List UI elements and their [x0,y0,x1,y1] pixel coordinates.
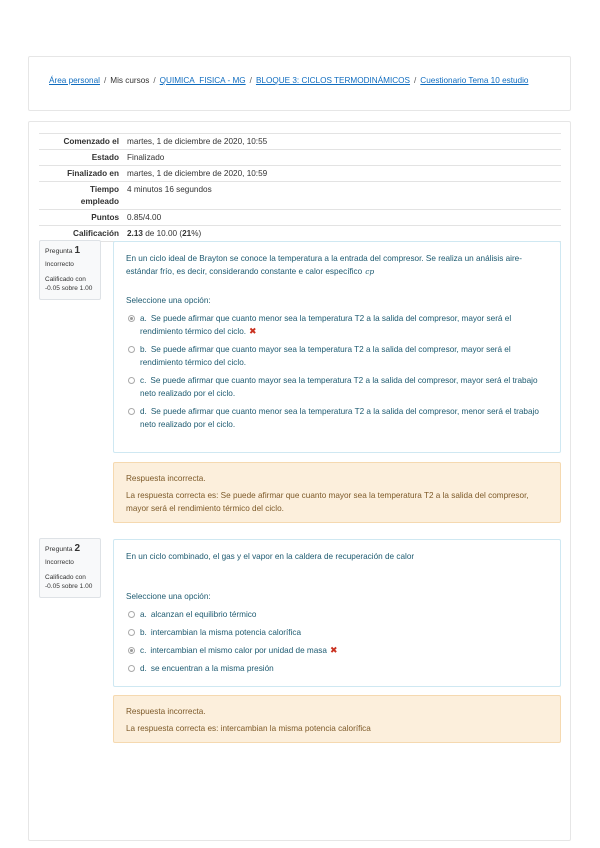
question-number-label: Pregunta [45,248,73,255]
question-2-info [39,538,101,598]
summary-row-started [39,134,561,150]
radio-b[interactable] [128,346,135,353]
option-letter: b. [140,628,147,637]
breadcrumb-separator: / [414,76,417,85]
question-text [126,252,548,278]
quiz-review-card [28,121,571,841]
feedback-text: La respuesta correcta es: Se puede afirmar que cuanto mayor sea la temperatura T2 a la salida del compresor, mayor será el rendimiento térmico del ciclo. [126,491,529,513]
option-text: Se puede afirmar que cuanto mayor sea la temperatura T2 a la salida del compresor, mayor será el trabajo neto realizado por el ciclo. [140,376,538,398]
question-number [45,544,95,554]
option-letter: b. [140,345,147,354]
summary-label: Calificación [39,226,123,242]
question-state: Incorrecto [45,261,74,268]
breadcrumb [49,76,528,85]
summary-value: Finalizado [123,150,561,166]
option-letter: a. [140,610,147,619]
question-number-label: Pregunta [45,546,73,553]
breadcrumb-quiz[interactable]: Cuestionario Tema 10 estudio [420,76,529,85]
answer-prompt: Seleccione una opción: [126,296,211,305]
summary-row-finished [39,166,561,182]
question-grade: Calificado con -0.05 sobre 1.00 [45,574,93,590]
option-a[interactable] [126,608,548,621]
radio-b[interactable] [128,629,135,636]
option-letter: c. [140,376,147,385]
summary-row-state [39,150,561,166]
question-1-info [39,240,101,300]
summary-label: Tiempo empleado [39,182,123,210]
option-text: Se puede afirmar que cuanto menor sea la temperatura T2 a la salida del compresor, menor será el trabajo neto realizado por el ciclo. [140,407,539,429]
option-c[interactable] [126,644,548,657]
summary-label: Comenzado el [39,134,123,150]
question-number-value: 1 [74,245,81,256]
option-letter: a. [140,314,147,323]
radio-c[interactable] [128,647,135,654]
radio-d[interactable] [128,665,135,672]
summary-label: Estado [39,150,123,166]
summary-value: martes, 1 de diciembre de 2020, 10:59 [123,166,561,182]
grade-max: de 10.00 ( [142,229,183,238]
option-text: alcanzan el equilibrio térmico [150,610,257,619]
question-number [45,246,95,256]
question-2-content [113,539,561,687]
summary-value: martes, 1 de diciembre de 2020, 10:55 [123,134,561,150]
breadcrumb-mis-cursos: Mis cursos [110,76,150,85]
breadcrumb-separator: / [103,76,107,85]
radio-c[interactable] [128,377,135,384]
option-letter: c. [140,646,147,655]
question-1-content [113,241,561,453]
question-state: Incorrecto [45,559,74,566]
option-c[interactable] [126,374,548,400]
breadcrumb-separator: / [249,76,252,85]
incorrect-icon: ✖ [249,326,257,336]
option-letter: d. [140,407,147,416]
option-text: Se puede afirmar que cuanto mayor sea la temperatura T2 a la salida del compresor, mayor será el rendimiento térmico del ciclo. [140,345,511,367]
summary-value: 0.85/4.00 [123,210,561,226]
option-b[interactable] [126,626,548,639]
incorrect-icon: ✖ [329,645,338,655]
answer-prompt: Seleccione una opción: [126,592,211,601]
radio-a[interactable] [128,611,135,618]
summary-label: Finalizado en [39,166,123,182]
option-b[interactable] [126,343,548,369]
option-text: Se puede afirmar que cuanto menor sea la temperatura T2 a la salida del compresor, mayor será el rendimiento térmico del ciclo. [140,314,512,336]
radio-a[interactable] [128,315,135,322]
breadcrumb-separator: / [153,76,156,85]
question-1-feedback [113,462,561,523]
summary-row-time [39,182,561,210]
grade-end: %) [191,229,202,238]
question-number-value: 2 [74,543,81,554]
question-text-body: En un ciclo ideal de Brayton se conoce la temperatura a la entrada del compresor. Se realiza un análisis aire-estándar frío, es decir, considerando constante e calor específico [126,254,522,276]
feedback-title: Respuesta incorrecta. [126,474,206,483]
feedback-text: La respuesta correcta es: intercambian la misma potencia calorífica [126,724,371,733]
question-grade: Calificado con -0.05 sobre 1.00 [45,276,93,292]
breadcrumb-card [28,56,571,111]
summary-value: 4 minutos 16 segundos [123,182,561,210]
breadcrumb-area-personal[interactable]: Área personal [49,76,100,85]
attempt-summary-table [39,133,561,242]
radio-d[interactable] [128,408,135,415]
option-text: intercambian la misma potencia calorífica [150,628,302,637]
option-d[interactable] [126,405,548,431]
option-text: se encuentran a la misma presión [150,664,274,673]
option-text: intercambian el mismo calor por unidad de masa [150,646,327,655]
feedback-title: Respuesta incorrecta. [126,707,206,716]
grade-percent: 21 [182,229,192,238]
summary-row-points [39,210,561,226]
specific-heat-text: cp [365,267,375,276]
option-d[interactable] [126,662,548,675]
summary-row-grade [39,226,561,242]
question-text: En un ciclo combinado, el gas y el vapor en la caldera de recuperación de calor [126,552,415,561]
option-letter: d. [140,664,147,673]
question-2-feedback [113,695,561,743]
option-a[interactable] [126,312,548,338]
specific-heat-symbol [365,267,374,276]
summary-value [123,226,561,242]
summary-label: Puntos [39,210,123,226]
grade-value: 2.13 [127,229,143,238]
breadcrumb-course[interactable]: QUIMICA_FISICA - MG [159,76,246,85]
breadcrumb-block[interactable]: BLOQUE 3: CICLOS TERMODINÁMICOS [255,76,411,85]
